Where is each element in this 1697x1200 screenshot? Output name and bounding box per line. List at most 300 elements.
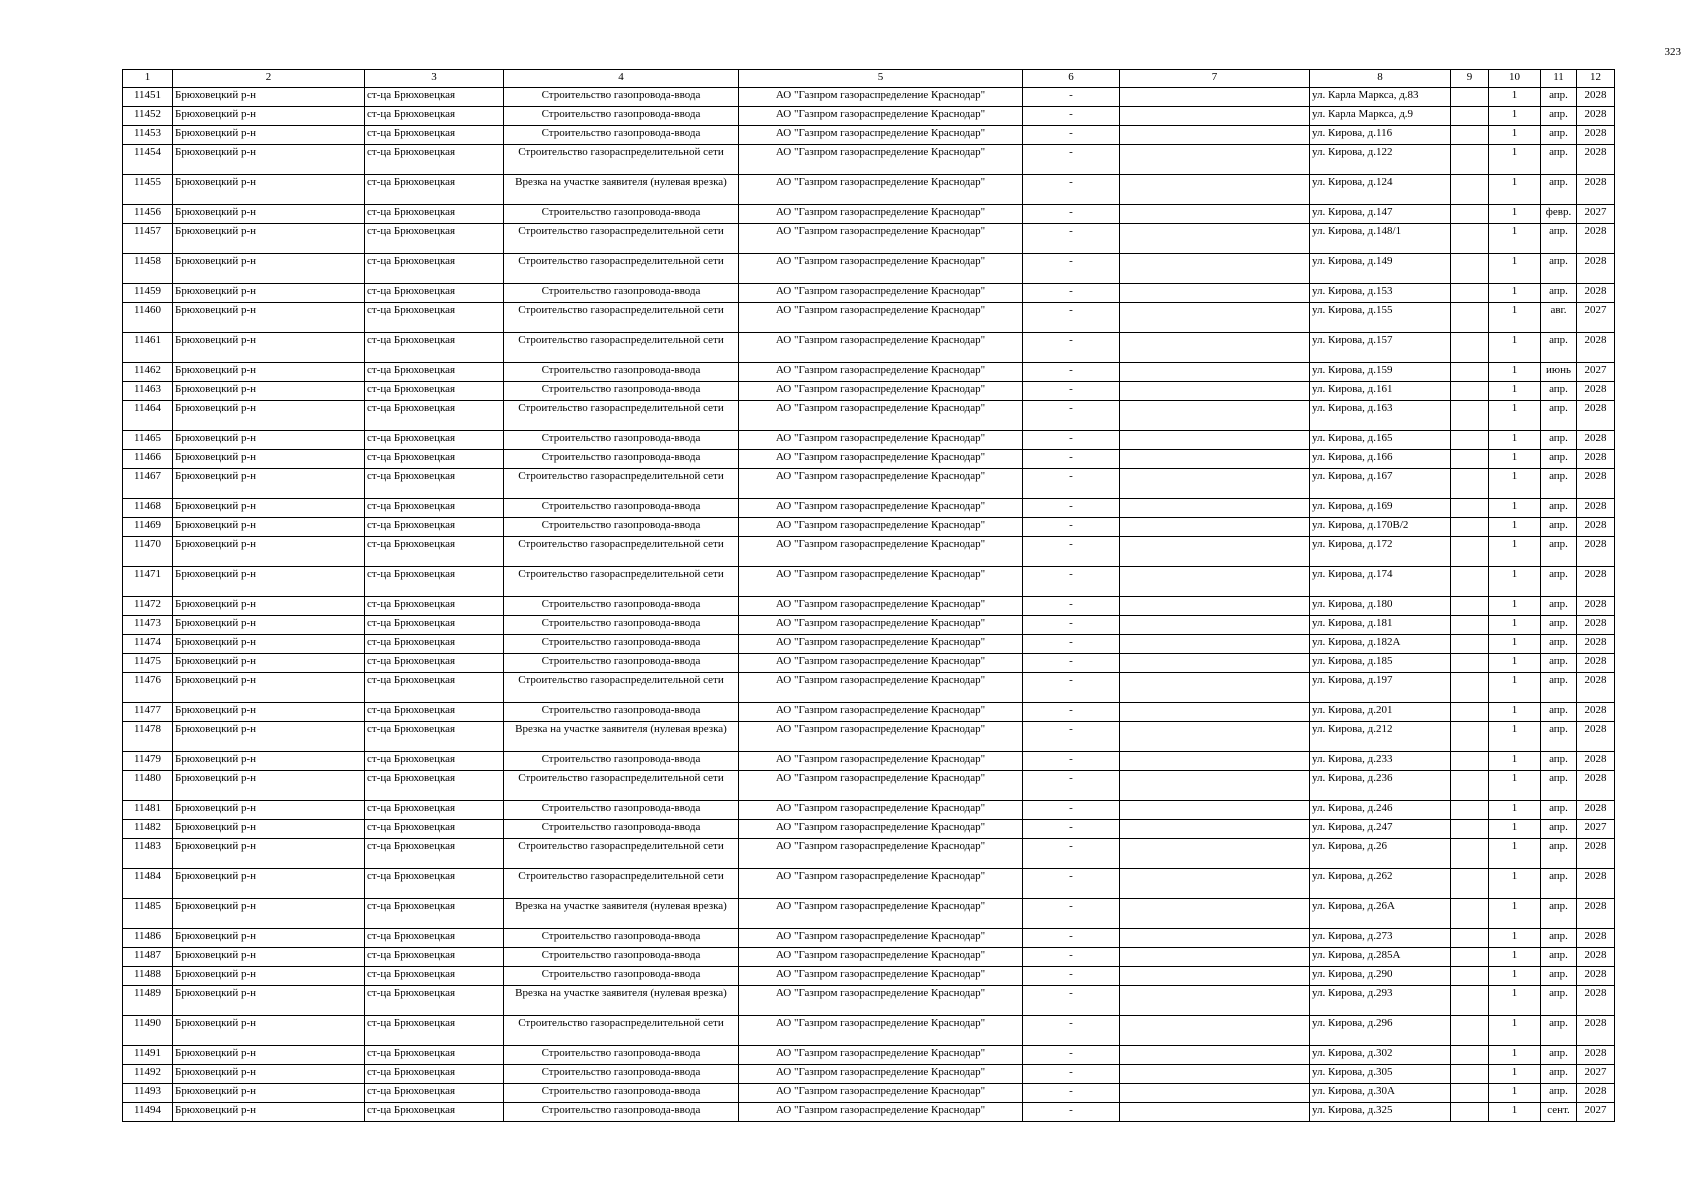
address-cell: ул. Кирова, д.157 [1310,333,1451,363]
organization-cell: АО "Газпром газораспределение Краснодар" [739,986,1023,1016]
address-cell: ул. Кирова, д.182А [1310,635,1451,654]
column-9-cell [1451,752,1489,771]
column-7-cell [1120,363,1310,382]
district-cell: Брюховецкий р-н [173,1103,365,1122]
work-type-cell: Строительство газопровода-ввода [504,654,739,673]
organization-cell: АО "Газпром газораспределение Краснодар" [739,820,1023,839]
work-type-cell: Строительство газораспределительной сети [504,869,739,899]
quantity-cell: 1 [1489,820,1541,839]
table-row [123,107,1615,126]
organization-cell: АО "Газпром газораспределение Краснодар" [739,401,1023,431]
locality-cell: ст-ца Брюховецкая [365,303,504,333]
month-cell: апр. [1541,401,1577,431]
organization-cell: АО "Газпром газораспределение Краснодар" [739,145,1023,175]
column-7-cell [1120,616,1310,635]
locality-cell: ст-ца Брюховецкая [365,839,504,869]
year-cell: 2028 [1577,771,1615,801]
table-row [123,450,1615,469]
year-cell: 2028 [1577,88,1615,107]
column-7-cell [1120,469,1310,499]
organization-cell: АО "Газпром газораспределение Краснодар" [739,567,1023,597]
work-type-cell: Строительство газопровода-ввода [504,967,739,986]
work-type-cell: Строительство газораспределительной сети [504,145,739,175]
row-number-cell: 11459 [123,284,173,303]
table-row [123,839,1615,869]
address-cell: ул. Кирова, д.181 [1310,616,1451,635]
locality-cell: ст-ца Брюховецкая [365,126,504,145]
district-cell: Брюховецкий р-н [173,401,365,431]
month-cell: апр. [1541,616,1577,635]
district-cell: Брюховецкий р-н [173,499,365,518]
work-type-cell: Строительство газопровода-ввода [504,820,739,839]
year-cell: 2028 [1577,284,1615,303]
month-cell: апр. [1541,929,1577,948]
address-cell: ул. Кирова, д.26А [1310,899,1451,929]
column-7-cell [1120,537,1310,567]
column-7-cell [1120,1046,1310,1065]
district-cell: Брюховецкий р-н [173,967,365,986]
row-number-cell: 11472 [123,597,173,616]
work-type-cell: Строительство газопровода-ввода [504,363,739,382]
district-cell: Брюховецкий р-н [173,616,365,635]
year-cell: 2028 [1577,224,1615,254]
column-7-cell [1120,869,1310,899]
year-cell: 2028 [1577,1016,1615,1046]
month-cell: апр. [1541,175,1577,205]
column-7-cell [1120,771,1310,801]
work-type-cell: Строительство газопровода-ввода [504,1065,739,1084]
organization-cell: АО "Газпром газораспределение Краснодар" [739,899,1023,929]
district-cell: Брюховецкий р-н [173,363,365,382]
quantity-cell: 1 [1489,1084,1541,1103]
work-type-cell: Строительство газораспределительной сети [504,1016,739,1046]
address-cell: ул. Кирова, д.305 [1310,1065,1451,1084]
row-number-cell: 11463 [123,382,173,401]
year-cell: 2028 [1577,673,1615,703]
column-7-cell [1120,1065,1310,1084]
work-type-cell: Строительство газопровода-ввода [504,382,739,401]
year-cell: 2028 [1577,839,1615,869]
column-9-cell [1451,948,1489,967]
column-6-cell: - [1023,254,1120,284]
row-number-cell: 11464 [123,401,173,431]
organization-cell: АО "Газпром газораспределение Краснодар" [739,469,1023,499]
month-cell: авг. [1541,303,1577,333]
work-type-cell: Строительство газораспределительной сети [504,254,739,284]
year-cell: 2028 [1577,948,1615,967]
column-6-cell: - [1023,107,1120,126]
table-row [123,382,1615,401]
organization-cell: АО "Газпром газораспределение Краснодар" [739,869,1023,899]
column-9-cell [1451,967,1489,986]
quantity-cell: 1 [1489,752,1541,771]
table-row [123,537,1615,567]
year-cell: 2028 [1577,175,1615,205]
column-6-cell: - [1023,722,1120,752]
column-7-cell [1120,722,1310,752]
quantity-cell: 1 [1489,967,1541,986]
organization-cell: АО "Газпром газораспределение Краснодар" [739,703,1023,722]
row-number-cell: 11482 [123,820,173,839]
quantity-cell: 1 [1489,175,1541,205]
locality-cell: ст-ца Брюховецкая [365,363,504,382]
locality-cell: ст-ца Брюховецкая [365,518,504,537]
year-cell: 2028 [1577,654,1615,673]
month-cell: апр. [1541,499,1577,518]
column-9-cell [1451,1016,1489,1046]
column-7-cell [1120,205,1310,224]
column-7-cell [1120,175,1310,205]
column-7-cell [1120,107,1310,126]
quantity-cell: 1 [1489,145,1541,175]
district-cell: Брюховецкий р-н [173,839,365,869]
organization-cell: АО "Газпром газораспределение Краснодар" [739,107,1023,126]
column-6-cell: - [1023,126,1120,145]
column-9-cell [1451,205,1489,224]
month-cell: апр. [1541,1065,1577,1084]
column-6-cell: - [1023,986,1120,1016]
organization-cell: АО "Газпром газораспределение Краснодар" [739,771,1023,801]
year-cell: 2028 [1577,254,1615,284]
address-cell: ул. Карла Маркса, д.83 [1310,88,1451,107]
column-7-cell [1120,567,1310,597]
organization-cell: АО "Газпром газораспределение Краснодар" [739,929,1023,948]
row-number-cell: 11458 [123,254,173,284]
work-type-cell: Строительство газопровода-ввода [504,635,739,654]
district-cell: Брюховецкий р-н [173,382,365,401]
table-row [123,401,1615,431]
district-cell: Брюховецкий р-н [173,673,365,703]
year-cell: 2028 [1577,333,1615,363]
column-9-cell [1451,303,1489,333]
year-cell: 2028 [1577,752,1615,771]
row-number-cell: 11467 [123,469,173,499]
month-cell: апр. [1541,107,1577,126]
column-6-cell: - [1023,673,1120,703]
quantity-cell: 1 [1489,673,1541,703]
column-9-cell [1451,597,1489,616]
month-cell: апр. [1541,869,1577,899]
quantity-cell: 1 [1489,567,1541,597]
row-number-cell: 11465 [123,431,173,450]
district-cell: Брюховецкий р-н [173,1065,365,1084]
address-cell: ул. Кирова, д.159 [1310,363,1451,382]
header-row [123,70,1615,88]
address-cell: ул. Кирова, д.180 [1310,597,1451,616]
district-cell: Брюховецкий р-н [173,145,365,175]
quantity-cell: 1 [1489,224,1541,254]
column-9-cell [1451,431,1489,450]
work-type-cell: Врезка на участке заявителя (нулевая врезка) [504,899,739,929]
quantity-cell: 1 [1489,948,1541,967]
locality-cell: ст-ца Брюховецкая [365,333,504,363]
district-cell: Брюховецкий р-н [173,899,365,929]
address-cell: ул. Кирова, д.170В/2 [1310,518,1451,537]
month-cell: апр. [1541,673,1577,703]
locality-cell: ст-ца Брюховецкая [365,673,504,703]
column-9-cell [1451,382,1489,401]
table-row [123,899,1615,929]
column-6-cell: - [1023,175,1120,205]
column-9-cell [1451,929,1489,948]
column-6-cell: - [1023,450,1120,469]
column-7-cell [1120,839,1310,869]
year-cell: 2028 [1577,567,1615,597]
year-cell: 2027 [1577,303,1615,333]
column-6-cell: - [1023,88,1120,107]
column-7-cell [1120,1016,1310,1046]
locality-cell: ст-ца Брюховецкая [365,1016,504,1046]
row-number-cell: 11486 [123,929,173,948]
address-cell: ул. Карла Маркса, д.9 [1310,107,1451,126]
district-cell: Брюховецкий р-н [173,333,365,363]
row-number-cell: 11453 [123,126,173,145]
address-cell: ул. Кирова, д.174 [1310,567,1451,597]
column-7-cell [1120,254,1310,284]
district-cell: Брюховецкий р-н [173,254,365,284]
locality-cell: ст-ца Брюховецкая [365,703,504,722]
year-cell: 2028 [1577,107,1615,126]
address-cell: ул. Кирова, д.246 [1310,801,1451,820]
column-6-cell: - [1023,703,1120,722]
column-9-cell [1451,654,1489,673]
organization-cell: АО "Газпром газораспределение Краснодар" [739,616,1023,635]
column-9-cell [1451,801,1489,820]
year-cell: 2028 [1577,616,1615,635]
month-cell: апр. [1541,967,1577,986]
column-6-cell: - [1023,635,1120,654]
column-9-cell [1451,616,1489,635]
column-6-cell: - [1023,145,1120,175]
organization-cell: АО "Газпром газораспределение Краснодар" [739,537,1023,567]
month-cell: апр. [1541,820,1577,839]
address-cell: ул. Кирова, д.290 [1310,967,1451,986]
column-6-cell: - [1023,899,1120,929]
page-number: 323 [1664,46,1681,58]
month-cell: апр. [1541,597,1577,616]
locality-cell: ст-ца Брюховецкая [365,986,504,1016]
address-cell: ул. Кирова, д.197 [1310,673,1451,703]
row-number-cell: 11454 [123,145,173,175]
column-6-cell: - [1023,567,1120,597]
column-7-cell [1120,654,1310,673]
quantity-cell: 1 [1489,107,1541,126]
locality-cell: ст-ца Брюховецкая [365,597,504,616]
work-type-cell: Строительство газопровода-ввода [504,929,739,948]
work-type-cell: Строительство газопровода-ввода [504,1046,739,1065]
work-type-cell: Строительство газораспределительной сети [504,469,739,499]
column-7-cell [1120,145,1310,175]
address-cell: ул. Кирова, д.155 [1310,303,1451,333]
column-6-cell: - [1023,597,1120,616]
quantity-cell: 1 [1489,303,1541,333]
table-row [123,703,1615,722]
column-header: 6 [1023,70,1120,88]
column-7-cell [1120,1103,1310,1122]
column-7-cell [1120,431,1310,450]
month-cell: апр. [1541,1016,1577,1046]
year-cell: 2028 [1577,431,1615,450]
column-header: 12 [1577,70,1615,88]
organization-cell: АО "Газпром газораспределение Краснодар" [739,499,1023,518]
address-cell: ул. Кирова, д.236 [1310,771,1451,801]
locality-cell: ст-ца Брюховецкая [365,1103,504,1122]
quantity-cell: 1 [1489,450,1541,469]
table-row [123,567,1615,597]
month-cell: апр. [1541,333,1577,363]
column-9-cell [1451,771,1489,801]
row-number-cell: 11470 [123,537,173,567]
locality-cell: ст-ца Брюховецкая [365,635,504,654]
quantity-cell: 1 [1489,839,1541,869]
row-number-cell: 11478 [123,722,173,752]
month-cell: апр. [1541,986,1577,1016]
row-number-cell: 11475 [123,654,173,673]
column-header: 10 [1489,70,1541,88]
year-cell: 2028 [1577,597,1615,616]
year-cell: 2027 [1577,1065,1615,1084]
column-9-cell [1451,537,1489,567]
locality-cell: ст-ца Брюховецкая [365,1046,504,1065]
row-number-cell: 11481 [123,801,173,820]
work-type-cell: Строительство газопровода-ввода [504,1084,739,1103]
column-7-cell [1120,703,1310,722]
month-cell: апр. [1541,899,1577,929]
locality-cell: ст-ца Брюховецкая [365,722,504,752]
locality-cell: ст-ца Брюховецкая [365,469,504,499]
column-7-cell [1120,929,1310,948]
table-row [123,869,1615,899]
work-type-cell: Строительство газопровода-ввода [504,616,739,635]
row-number-cell: 11451 [123,88,173,107]
work-type-cell: Строительство газопровода-ввода [504,284,739,303]
work-type-cell: Строительство газопровода-ввода [504,88,739,107]
district-cell: Брюховецкий р-н [173,224,365,254]
table-row [123,986,1615,1016]
year-cell: 2028 [1577,401,1615,431]
column-9-cell [1451,333,1489,363]
row-number-cell: 11461 [123,333,173,363]
year-cell: 2028 [1577,1084,1615,1103]
table-row [123,752,1615,771]
year-cell: 2028 [1577,929,1615,948]
locality-cell: ст-ца Брюховецкая [365,801,504,820]
work-type-cell: Строительство газопровода-ввода [504,948,739,967]
locality-cell: ст-ца Брюховецкая [365,1065,504,1084]
address-cell: ул. Кирова, д.325 [1310,1103,1451,1122]
table-row [123,145,1615,175]
month-cell: сент. [1541,1103,1577,1122]
column-7-cell [1120,820,1310,839]
table-row [123,929,1615,948]
address-cell: ул. Кирова, д.247 [1310,820,1451,839]
district-cell: Брюховецкий р-н [173,597,365,616]
address-cell: ул. Кирова, д.147 [1310,205,1451,224]
column-7-cell [1120,986,1310,1016]
row-number-cell: 11488 [123,967,173,986]
column-6-cell: - [1023,1016,1120,1046]
work-type-cell: Строительство газопровода-ввода [504,703,739,722]
column-7-cell [1120,518,1310,537]
row-number-cell: 11493 [123,1084,173,1103]
column-header: 4 [504,70,739,88]
column-7-cell [1120,752,1310,771]
address-cell: ул. Кирова, д.30А [1310,1084,1451,1103]
district-cell: Брюховецкий р-н [173,986,365,1016]
column-6-cell: - [1023,967,1120,986]
work-type-cell: Строительство газораспределительной сети [504,839,739,869]
year-cell: 2028 [1577,899,1615,929]
work-type-cell: Строительство газопровода-ввода [504,450,739,469]
column-7-cell [1120,899,1310,929]
column-9-cell [1451,518,1489,537]
organization-cell: АО "Газпром газораспределение Краснодар" [739,175,1023,205]
quantity-cell: 1 [1489,929,1541,948]
organization-cell: АО "Газпром газораспределение Краснодар" [739,654,1023,673]
district-cell: Брюховецкий р-н [173,771,365,801]
column-9-cell [1451,722,1489,752]
row-number-cell: 11460 [123,303,173,333]
organization-cell: АО "Газпром газораспределение Краснодар" [739,363,1023,382]
locality-cell: ст-ца Брюховецкая [365,654,504,673]
year-cell: 2027 [1577,205,1615,224]
row-number-cell: 11476 [123,673,173,703]
column-6-cell: - [1023,869,1120,899]
month-cell: апр. [1541,801,1577,820]
district-cell: Брюховецкий р-н [173,175,365,205]
column-9-cell [1451,284,1489,303]
year-cell: 2027 [1577,820,1615,839]
column-header: 5 [739,70,1023,88]
month-cell: апр. [1541,518,1577,537]
column-header: 2 [173,70,365,88]
row-number-cell: 11455 [123,175,173,205]
year-cell: 2027 [1577,1103,1615,1122]
address-cell: ул. Кирова, д.233 [1310,752,1451,771]
row-number-cell: 11487 [123,948,173,967]
organization-cell: АО "Газпром газораспределение Краснодар" [739,333,1023,363]
locality-cell: ст-ца Брюховецкая [365,401,504,431]
work-type-cell: Строительство газопровода-ввода [504,518,739,537]
column-9-cell [1451,107,1489,126]
column-header: 3 [365,70,504,88]
work-type-cell: Строительство газораспределительной сети [504,673,739,703]
district-cell: Брюховецкий р-н [173,801,365,820]
column-6-cell: - [1023,499,1120,518]
column-6-cell: - [1023,616,1120,635]
address-cell: ул. Кирова, д.262 [1310,869,1451,899]
column-7-cell [1120,673,1310,703]
quantity-cell: 1 [1489,401,1541,431]
column-9-cell [1451,1103,1489,1122]
organization-cell: АО "Газпром газораспределение Краснодар" [739,284,1023,303]
row-number-cell: 11490 [123,1016,173,1046]
address-cell: ул. Кирова, д.185 [1310,654,1451,673]
month-cell: апр. [1541,224,1577,254]
year-cell: 2027 [1577,363,1615,382]
column-6-cell: - [1023,303,1120,333]
year-cell: 2028 [1577,869,1615,899]
table-row [123,333,1615,363]
work-type-cell: Строительство газопровода-ввода [504,801,739,820]
district-cell: Брюховецкий р-н [173,820,365,839]
year-cell: 2028 [1577,450,1615,469]
column-6-cell: - [1023,771,1120,801]
district-cell: Брюховецкий р-н [173,1084,365,1103]
table-row [123,820,1615,839]
column-6-cell: - [1023,1046,1120,1065]
locality-cell: ст-ца Брюховецкая [365,88,504,107]
